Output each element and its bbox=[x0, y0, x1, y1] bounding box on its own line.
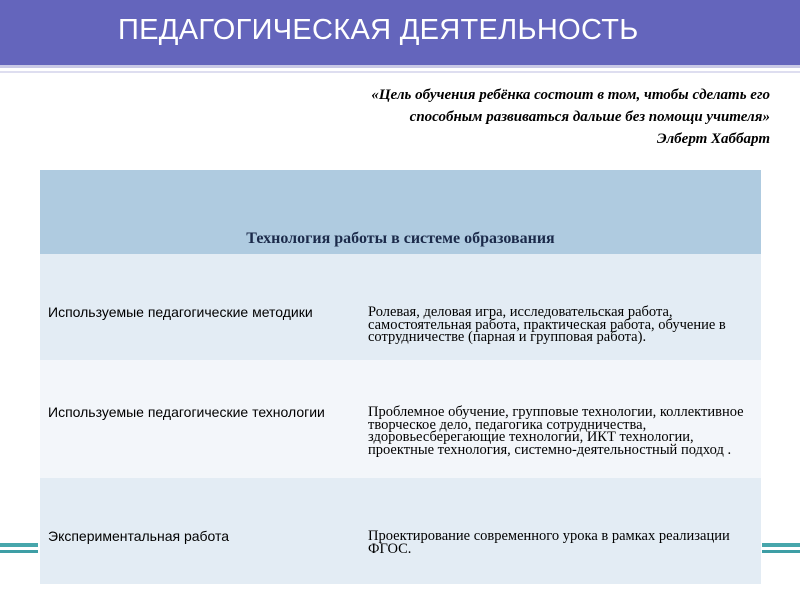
table-row bbox=[40, 254, 761, 360]
table-header-title: Технология работы в системе образования bbox=[246, 230, 555, 247]
technology-table bbox=[40, 170, 761, 584]
title-banner bbox=[0, 0, 800, 68]
decorative-lines-right bbox=[762, 541, 800, 559]
row-label: Используемые педагогические технологии bbox=[48, 404, 325, 420]
row-value: Ролевая, деловая игра, исследовательская работа, самостоятельная работа, практическая работа, обучение в сотрудничестве (парная и групповая работа). bbox=[368, 304, 726, 345]
table-row bbox=[40, 478, 761, 584]
row-value: Проектирование современного урока в рамках реализации ФГОС. bbox=[368, 528, 730, 557]
row-label: Используемые педагогические методики bbox=[48, 304, 313, 320]
quote-line-2: способным развиваться дальше без помощи учителя» bbox=[409, 109, 770, 125]
row-value: Проблемное обучение, групповые технологии, коллективное творческое дело, педагогика сотрудничества, здоровьесберегающие технологии, ИКТ технологии, проектные технология, системно-деятельностный подход . bbox=[368, 404, 744, 458]
epigraph-quote bbox=[210, 84, 770, 150]
quote-line-1: «Цель обучения ребёнка состоит в том, чтобы сделать его bbox=[371, 87, 770, 103]
banner-divider bbox=[0, 71, 800, 73]
table-row bbox=[40, 360, 761, 478]
row-label: Экспериментальная работа bbox=[48, 528, 230, 544]
table-header bbox=[40, 170, 761, 254]
decorative-lines-left bbox=[0, 541, 38, 559]
page-title: ПЕДАГОГИЧЕСКАЯ ДЕЯТЕЛЬНОСТЬ bbox=[118, 14, 639, 46]
quote-author: Элберт Хаббарт bbox=[656, 131, 770, 147]
